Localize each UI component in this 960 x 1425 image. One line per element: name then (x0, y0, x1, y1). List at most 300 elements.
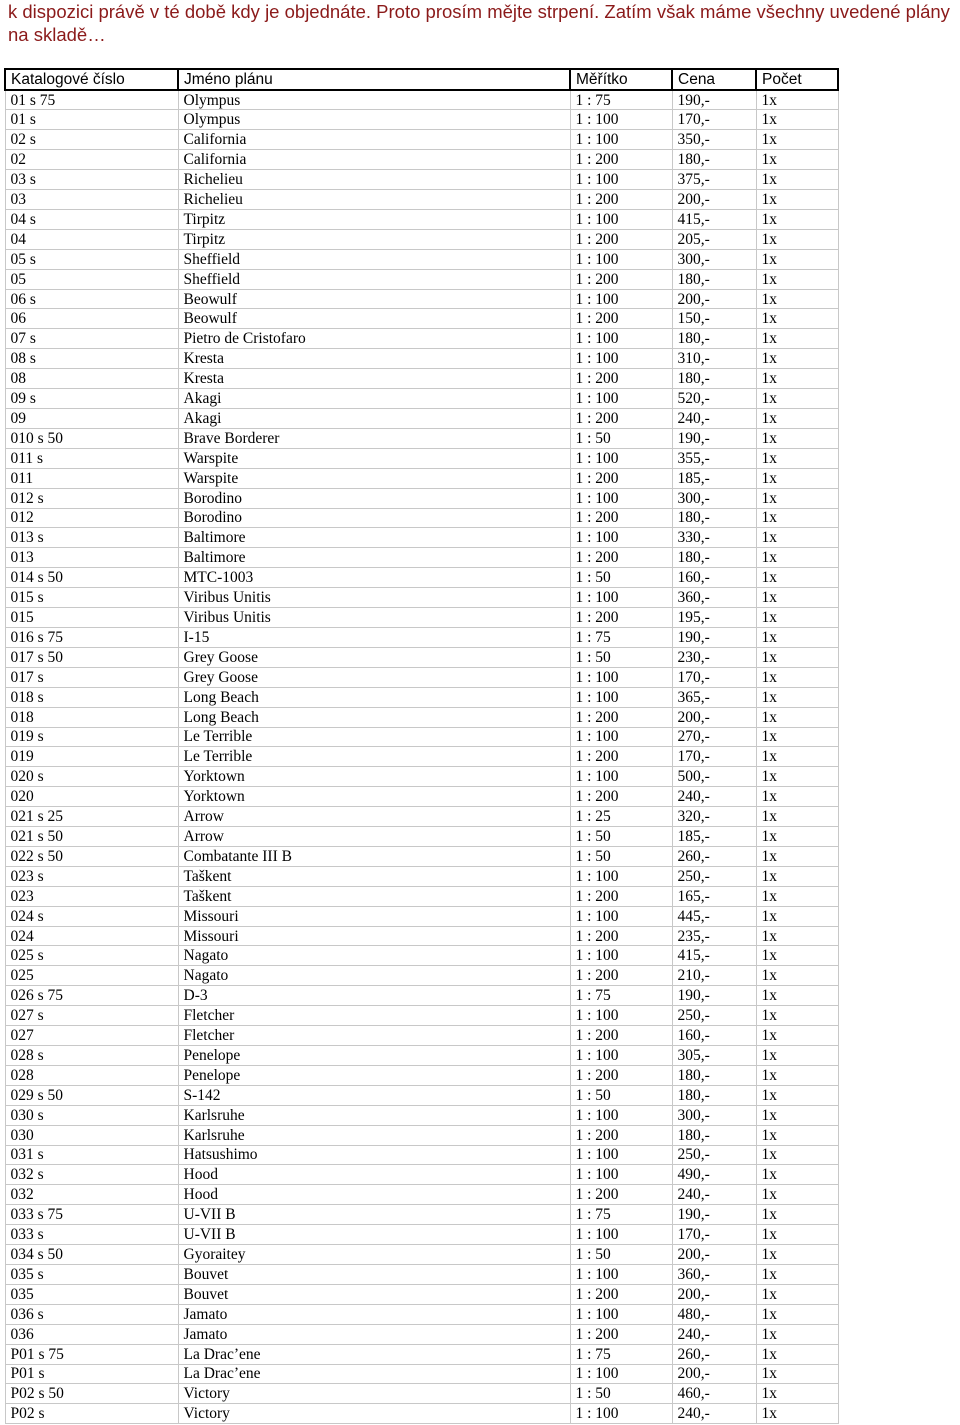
catalog-number-cell: 02 s (5, 130, 178, 150)
count-cell: 1x (756, 1264, 838, 1284)
catalog-number-cell: 034 s 50 (5, 1245, 178, 1265)
price-cell: 320,- (672, 807, 756, 827)
plan-name-cell: Taškent (178, 886, 570, 906)
table-row (5, 667, 838, 687)
catalog-number-cell: P02 s 50 (5, 1384, 178, 1404)
plan-name-cell: Richelieu (178, 170, 570, 190)
price-cell: 205,- (672, 229, 756, 249)
catalog-number-cell: 017 s (5, 667, 178, 687)
scale-cell: 1 : 100 (570, 170, 672, 190)
scale-cell: 1 : 200 (570, 309, 672, 329)
catalog-number-cell: 06 s (5, 289, 178, 309)
table-row (5, 468, 838, 488)
scale-cell: 1 : 50 (570, 1245, 672, 1265)
plan-name-cell: California (178, 150, 570, 170)
plan-name-cell: Viribus Unitis (178, 588, 570, 608)
price-cell: 460,- (672, 1384, 756, 1404)
price-cell: 200,- (672, 289, 756, 309)
price-cell: 195,- (672, 608, 756, 628)
catalog-number-cell: 011 s (5, 448, 178, 468)
price-cell: 185,- (672, 468, 756, 488)
count-cell: 1x (756, 986, 838, 1006)
header-count: Počet (756, 69, 838, 90)
plan-name-cell: Victory (178, 1404, 570, 1424)
plan-name-cell: Long Beach (178, 687, 570, 707)
table-row (5, 369, 838, 389)
catalog-number-cell: 05 s (5, 249, 178, 269)
catalog-number-cell: 024 (5, 926, 178, 946)
catalog-number-cell: 015 (5, 608, 178, 628)
scale-cell: 1 : 100 (570, 249, 672, 269)
catalog-number-cell: 018 s (5, 687, 178, 707)
count-cell: 1x (756, 1145, 838, 1165)
count-cell: 1x (756, 508, 838, 528)
price-cell: 240,- (672, 409, 756, 429)
table-row (5, 966, 838, 986)
catalog-number-cell: 017 s 50 (5, 647, 178, 667)
header-price: Cena (672, 69, 756, 90)
price-cell: 445,- (672, 906, 756, 926)
scale-cell: 1 : 200 (570, 787, 672, 807)
scale-cell: 1 : 200 (570, 966, 672, 986)
count-cell: 1x (756, 170, 838, 190)
plan-name-cell: Fletcher (178, 1026, 570, 1046)
table-row (5, 1284, 838, 1304)
header-row (5, 69, 838, 90)
count-cell: 1x (756, 1344, 838, 1364)
scale-cell: 1 : 50 (570, 1384, 672, 1404)
price-cell: 260,- (672, 1344, 756, 1364)
scale-cell: 1 : 75 (570, 986, 672, 1006)
scale-cell: 1 : 200 (570, 707, 672, 727)
scale-cell: 1 : 200 (570, 886, 672, 906)
catalog-number-cell: 021 s 25 (5, 807, 178, 827)
scale-cell: 1 : 100 (570, 946, 672, 966)
count-cell: 1x (756, 369, 838, 389)
table-row (5, 1225, 838, 1245)
price-cell: 170,- (672, 1225, 756, 1245)
count-cell: 1x (756, 647, 838, 667)
catalog-number-cell: 010 s 50 (5, 428, 178, 448)
plan-name-cell: Grey Goose (178, 647, 570, 667)
plan-name-cell: Taškent (178, 866, 570, 886)
price-cell: 375,- (672, 170, 756, 190)
scale-cell: 1 : 200 (570, 508, 672, 528)
scale-cell: 1 : 200 (570, 926, 672, 946)
scale-cell: 1 : 100 (570, 687, 672, 707)
catalog-number-cell: 020 s (5, 767, 178, 787)
scale-cell: 1 : 200 (570, 548, 672, 568)
catalog-number-cell: 019 (5, 747, 178, 767)
scale-cell: 1 : 200 (570, 1185, 672, 1205)
price-cell: 170,- (672, 747, 756, 767)
table-row (5, 866, 838, 886)
plan-name-cell: Olympus (178, 110, 570, 130)
scale-cell: 1 : 100 (570, 1105, 672, 1125)
catalog-number-cell: 033 s 75 (5, 1205, 178, 1225)
price-cell: 200,- (672, 190, 756, 210)
table-row (5, 747, 838, 767)
scale-cell: 1 : 100 (570, 289, 672, 309)
price-cell: 180,- (672, 1085, 756, 1105)
count-cell: 1x (756, 787, 838, 807)
scale-cell: 1 : 100 (570, 528, 672, 548)
count-cell: 1x (756, 249, 838, 269)
scale-cell: 1 : 100 (570, 588, 672, 608)
table-row (5, 787, 838, 807)
scale-cell: 1 : 100 (570, 448, 672, 468)
table-row (5, 827, 838, 847)
scale-cell: 1 : 100 (570, 209, 672, 229)
count-cell: 1x (756, 1026, 838, 1046)
table-row (5, 627, 838, 647)
catalog-number-cell: 02 (5, 150, 178, 170)
plan-name-cell: Beowulf (178, 289, 570, 309)
scale-cell: 1 : 200 (570, 1125, 672, 1145)
price-cell: 170,- (672, 110, 756, 130)
price-cell: 415,- (672, 946, 756, 966)
price-cell: 250,- (672, 866, 756, 886)
price-cell: 165,- (672, 886, 756, 906)
plan-name-cell: Missouri (178, 926, 570, 946)
scale-cell: 1 : 100 (570, 389, 672, 409)
count-cell: 1x (756, 926, 838, 946)
scale-cell: 1 : 100 (570, 110, 672, 130)
scale-cell: 1 : 75 (570, 627, 672, 647)
plan-name-cell: Victory (178, 1384, 570, 1404)
plan-name-cell: California (178, 130, 570, 150)
catalog-number-cell: 016 s 75 (5, 627, 178, 647)
catalog-number-cell: 08 (5, 369, 178, 389)
scale-cell: 1 : 100 (570, 349, 672, 369)
scale-cell: 1 : 100 (570, 667, 672, 687)
plan-name-cell: Borodino (178, 488, 570, 508)
count-cell: 1x (756, 1384, 838, 1404)
catalog-number-cell: 012 s (5, 488, 178, 508)
scale-cell: 1 : 100 (570, 1304, 672, 1324)
scale-cell: 1 : 100 (570, 1165, 672, 1185)
price-cell: 160,- (672, 1026, 756, 1046)
plan-name-cell: Tirpitz (178, 229, 570, 249)
count-cell: 1x (756, 807, 838, 827)
scale-cell: 1 : 100 (570, 329, 672, 349)
scale-cell: 1 : 200 (570, 369, 672, 389)
table-row (5, 767, 838, 787)
price-cell: 180,- (672, 329, 756, 349)
header-scale: Měřítko (570, 69, 672, 90)
intro-line-2: na skladě… (8, 24, 106, 45)
catalog-number-cell: P01 s (5, 1364, 178, 1384)
plan-name-cell: Penelope (178, 1046, 570, 1066)
scale-cell: 1 : 100 (570, 130, 672, 150)
catalog-number-cell: 09 (5, 409, 178, 429)
catalog-number-cell: 011 (5, 468, 178, 488)
price-cell: 260,- (672, 846, 756, 866)
plan-name-cell: S-142 (178, 1085, 570, 1105)
count-cell: 1x (756, 1404, 838, 1424)
plan-name-cell: Karlsruhe (178, 1105, 570, 1125)
price-cell: 240,- (672, 1324, 756, 1344)
plan-name-cell: Akagi (178, 389, 570, 409)
plan-name-cell: Kresta (178, 369, 570, 389)
scale-cell: 1 : 75 (570, 90, 672, 110)
count-cell: 1x (756, 448, 838, 468)
count-cell: 1x (756, 946, 838, 966)
catalog-number-cell: 031 s (5, 1145, 178, 1165)
price-cell: 250,- (672, 1006, 756, 1026)
price-cell: 365,- (672, 687, 756, 707)
catalog-number-cell: 020 (5, 787, 178, 807)
scale-cell: 1 : 100 (570, 767, 672, 787)
scale-cell: 1 : 50 (570, 568, 672, 588)
table-row (5, 389, 838, 409)
count-cell: 1x (756, 1185, 838, 1205)
catalog-number-cell: 035 s (5, 1264, 178, 1284)
table-row (5, 588, 838, 608)
price-cell: 350,- (672, 130, 756, 150)
count-cell: 1x (756, 468, 838, 488)
catalog-number-cell: 032 s (5, 1165, 178, 1185)
intro-text (8, 0, 958, 46)
scale-cell: 1 : 200 (570, 747, 672, 767)
table-row (5, 170, 838, 190)
count-cell: 1x (756, 229, 838, 249)
catalog-number-cell: 036 s (5, 1304, 178, 1324)
table-row (5, 1145, 838, 1165)
plan-name-cell: Baltimore (178, 528, 570, 548)
count-cell: 1x (756, 409, 838, 429)
plan-name-cell: Kresta (178, 349, 570, 369)
plan-name-cell: Sheffield (178, 269, 570, 289)
count-cell: 1x (756, 1284, 838, 1304)
plan-name-cell: Yorktown (178, 767, 570, 787)
count-cell: 1x (756, 747, 838, 767)
table-row (5, 1344, 838, 1364)
table-row (5, 1364, 838, 1384)
table-row (5, 269, 838, 289)
scale-cell: 1 : 100 (570, 1145, 672, 1165)
plan-name-cell: Borodino (178, 508, 570, 528)
table-row (5, 1105, 838, 1125)
plan-name-cell: Nagato (178, 966, 570, 986)
intro-line-1: k dispozici právě v té době kdy je objednáte. Proto prosím mějte strpení. Zatím však máme všechny uvedené plány (8, 1, 950, 22)
header-catalog-number: Katalogové číslo (5, 69, 178, 90)
price-cell: 250,- (672, 1145, 756, 1165)
scale-cell: 1 : 100 (570, 1046, 672, 1066)
scale-cell: 1 : 200 (570, 229, 672, 249)
price-cell: 200,- (672, 1364, 756, 1384)
price-cell: 300,- (672, 1105, 756, 1125)
table-row (5, 289, 838, 309)
price-cell: 200,- (672, 707, 756, 727)
table-row (5, 229, 838, 249)
count-cell: 1x (756, 1125, 838, 1145)
table-row (5, 1185, 838, 1205)
catalog-number-cell: P02 s (5, 1404, 178, 1424)
table-row (5, 249, 838, 269)
plan-name-cell: Richelieu (178, 190, 570, 210)
price-cell: 240,- (672, 787, 756, 807)
table-row (5, 488, 838, 508)
plan-name-cell: D-3 (178, 986, 570, 1006)
plan-name-cell: Long Beach (178, 707, 570, 727)
catalog-number-cell: 09 s (5, 389, 178, 409)
table-row (5, 329, 838, 349)
scale-cell: 1 : 100 (570, 1006, 672, 1026)
table-row (5, 209, 838, 229)
plan-name-cell: Jamato (178, 1304, 570, 1324)
catalog-number-cell: 03 s (5, 170, 178, 190)
plan-name-cell: Grey Goose (178, 667, 570, 687)
count-cell: 1x (756, 1245, 838, 1265)
count-cell: 1x (756, 309, 838, 329)
count-cell: 1x (756, 130, 838, 150)
price-cell: 180,- (672, 508, 756, 528)
price-cell: 360,- (672, 1264, 756, 1284)
count-cell: 1x (756, 966, 838, 986)
table-row (5, 926, 838, 946)
count-cell: 1x (756, 906, 838, 926)
count-cell: 1x (756, 707, 838, 727)
price-cell: 305,- (672, 1046, 756, 1066)
catalog-number-cell: 027 s (5, 1006, 178, 1026)
plans-table (4, 68, 839, 1424)
price-cell: 300,- (672, 249, 756, 269)
price-cell: 180,- (672, 269, 756, 289)
catalog-number-cell: 025 s (5, 946, 178, 966)
catalog-number-cell: P01 s 75 (5, 1344, 178, 1364)
scale-cell: 1 : 200 (570, 1284, 672, 1304)
table-row (5, 110, 838, 130)
price-cell: 480,- (672, 1304, 756, 1324)
plan-name-cell: Baltimore (178, 548, 570, 568)
count-cell: 1x (756, 269, 838, 289)
catalog-number-cell: 019 s (5, 727, 178, 747)
count-cell: 1x (756, 1324, 838, 1344)
table-row (5, 687, 838, 707)
plan-name-cell: Le Terrible (178, 727, 570, 747)
catalog-number-cell: 012 (5, 508, 178, 528)
scale-cell: 1 : 100 (570, 488, 672, 508)
price-cell: 190,- (672, 1205, 756, 1225)
table-row (5, 946, 838, 966)
plan-name-cell: Viribus Unitis (178, 608, 570, 628)
plan-name-cell: La Drac’ene (178, 1344, 570, 1364)
price-cell: 180,- (672, 1125, 756, 1145)
price-cell: 520,- (672, 389, 756, 409)
count-cell: 1x (756, 667, 838, 687)
table-row (5, 986, 838, 1006)
catalog-number-cell: 026 s 75 (5, 986, 178, 1006)
table-row (5, 190, 838, 210)
price-cell: 180,- (672, 1065, 756, 1085)
scale-cell: 1 : 100 (570, 727, 672, 747)
catalog-number-cell: 08 s (5, 349, 178, 369)
catalog-number-cell: 07 s (5, 329, 178, 349)
price-cell: 200,- (672, 1284, 756, 1304)
count-cell: 1x (756, 767, 838, 787)
count-cell: 1x (756, 488, 838, 508)
table-row (5, 150, 838, 170)
price-cell: 190,- (672, 627, 756, 647)
table-row (5, 1046, 838, 1066)
catalog-number-cell: 015 s (5, 588, 178, 608)
count-cell: 1x (756, 1205, 838, 1225)
table-row (5, 568, 838, 588)
scale-cell: 1 : 50 (570, 827, 672, 847)
count-cell: 1x (756, 548, 838, 568)
plan-name-cell: Hood (178, 1185, 570, 1205)
catalog-number-cell: 036 (5, 1324, 178, 1344)
plans-table-body (5, 90, 838, 1424)
plan-name-cell: Bouvet (178, 1264, 570, 1284)
table-row (5, 90, 838, 110)
table-row (5, 130, 838, 150)
plan-name-cell: Hood (178, 1165, 570, 1185)
scale-cell: 1 : 75 (570, 1205, 672, 1225)
count-cell: 1x (756, 608, 838, 628)
table-row (5, 1245, 838, 1265)
price-cell: 190,- (672, 428, 756, 448)
plan-name-cell: Brave Borderer (178, 428, 570, 448)
plan-name-cell: Penelope (178, 1065, 570, 1085)
price-cell: 360,- (672, 588, 756, 608)
price-cell: 230,- (672, 647, 756, 667)
count-cell: 1x (756, 727, 838, 747)
price-cell: 200,- (672, 1245, 756, 1265)
price-cell: 330,- (672, 528, 756, 548)
catalog-number-cell: 028 s (5, 1046, 178, 1066)
price-cell: 190,- (672, 90, 756, 110)
table-row (5, 1026, 838, 1046)
plan-name-cell: Combatante III B (178, 846, 570, 866)
catalog-number-cell: 023 (5, 886, 178, 906)
price-cell: 270,- (672, 727, 756, 747)
plan-name-cell: Fletcher (178, 1006, 570, 1026)
plan-name-cell: Yorktown (178, 787, 570, 807)
scale-cell: 1 : 200 (570, 269, 672, 289)
plan-name-cell: Warspite (178, 448, 570, 468)
scale-cell: 1 : 100 (570, 1364, 672, 1384)
scale-cell: 1 : 200 (570, 608, 672, 628)
count-cell: 1x (756, 1364, 838, 1384)
catalog-number-cell: 013 (5, 548, 178, 568)
price-cell: 185,- (672, 827, 756, 847)
table-row (5, 807, 838, 827)
scale-cell: 1 : 200 (570, 1324, 672, 1344)
catalog-number-cell: 04 (5, 229, 178, 249)
price-cell: 310,- (672, 349, 756, 369)
plan-name-cell: Pietro de Cristofaro (178, 329, 570, 349)
scale-cell: 1 : 200 (570, 468, 672, 488)
price-cell: 190,- (672, 986, 756, 1006)
catalog-number-cell: 022 s 50 (5, 846, 178, 866)
catalog-number-cell: 033 s (5, 1225, 178, 1245)
table-row (5, 309, 838, 329)
count-cell: 1x (756, 588, 838, 608)
count-cell: 1x (756, 349, 838, 369)
price-cell: 355,- (672, 448, 756, 468)
table-row (5, 528, 838, 548)
count-cell: 1x (756, 289, 838, 309)
count-cell: 1x (756, 329, 838, 349)
catalog-number-cell: 021 s 50 (5, 827, 178, 847)
price-cell: 210,- (672, 966, 756, 986)
plan-name-cell: Jamato (178, 1324, 570, 1344)
scale-cell: 1 : 100 (570, 1225, 672, 1245)
count-cell: 1x (756, 150, 838, 170)
catalog-number-cell: 06 (5, 309, 178, 329)
